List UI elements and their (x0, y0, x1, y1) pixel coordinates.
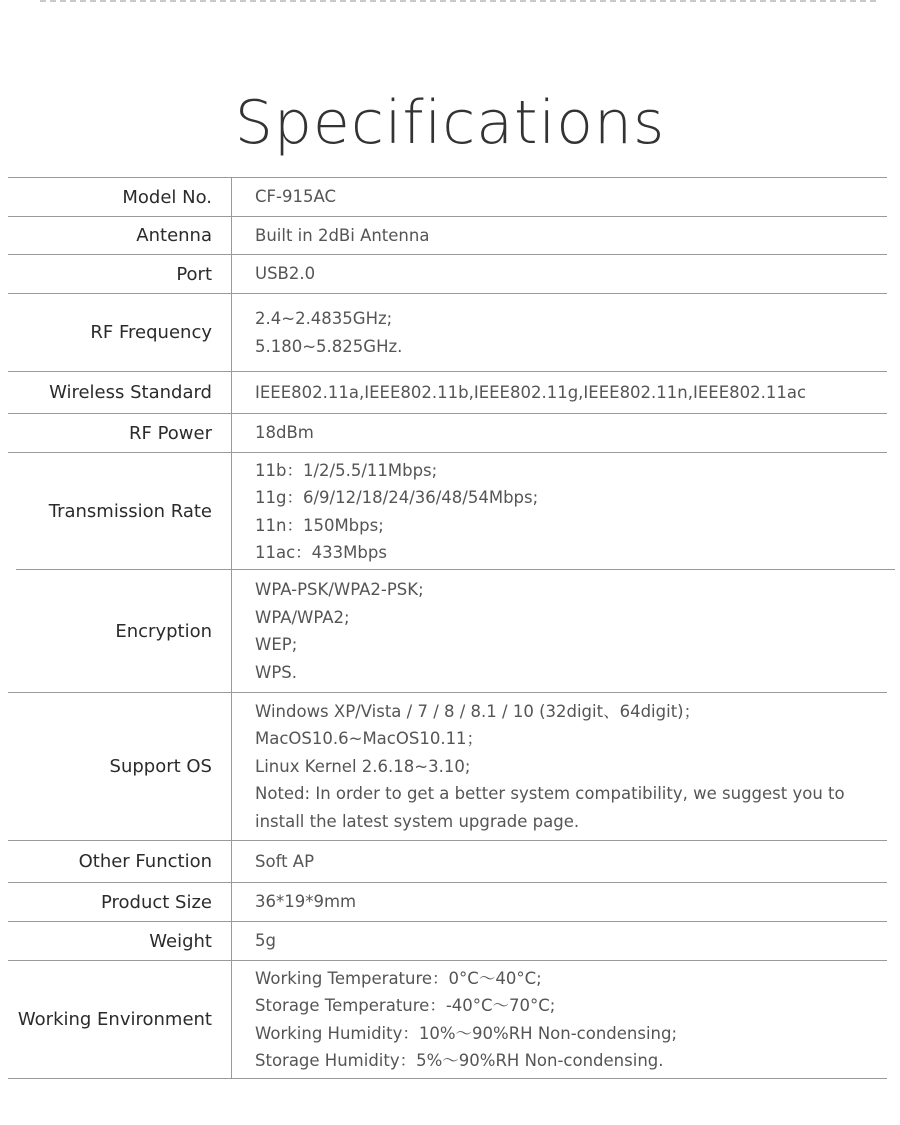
spec-value-line: Working Temperature：0°C～40°C; (255, 968, 542, 988)
spec-value-line: CF-915AC (255, 187, 336, 207)
spec-label: Transmission Rate (8, 453, 232, 570)
spec-label: Other Function (8, 841, 232, 882)
spec-value (232, 217, 887, 254)
spec-value-line: WEP; (255, 635, 298, 654)
spec-value-line: 5g (255, 931, 276, 951)
spec-value-line: 18dBm (255, 423, 314, 443)
spec-row-port (8, 255, 887, 294)
spec-value (232, 693, 887, 840)
spec-value-line: 11n：150Mbps; (255, 515, 384, 535)
spec-value (232, 372, 887, 413)
spec-table (8, 177, 887, 1079)
spec-value-line: Storage Temperature：-40°C～70°C; (255, 996, 556, 1015)
spec-value-line: Storage Humidity：5%～90%RH Non-condensing. (255, 1051, 664, 1070)
spec-value-line: 36*19*9mm (255, 892, 357, 912)
spec-value (232, 178, 887, 216)
spec-row-rf-frequency (8, 294, 887, 372)
spec-label: Antenna (8, 217, 232, 254)
spec-label: Weight (8, 922, 232, 960)
spec-value (232, 453, 887, 570)
spec-value-line: WPA/WPA2; (255, 607, 350, 627)
spec-label: RF Frequency (8, 294, 232, 371)
spec-value-line: WPS. (255, 662, 297, 682)
spec-row-wireless-standard (8, 372, 887, 414)
spec-row-antenna (8, 217, 887, 255)
spec-row-weight (8, 922, 887, 961)
spec-row-other-function (8, 841, 887, 883)
spec-row-working-environment (8, 961, 887, 1079)
spec-value-line: USB2.0 (255, 264, 316, 284)
spec-value (232, 294, 887, 371)
spec-label: Support OS (8, 693, 232, 840)
top-dashed-divider (40, 0, 876, 2)
spec-row-transmission-rate (8, 453, 887, 570)
spec-value-line: 11ac：433Mbps (255, 543, 387, 562)
spec-value (232, 961, 887, 1078)
spec-label: Port (8, 255, 232, 293)
spec-row-product-size (8, 883, 887, 922)
spec-label: Encryption (8, 570, 232, 692)
spec-value-line: 11b：1/2/5.5/11Mbps; (255, 460, 438, 480)
spec-row-encryption (8, 570, 887, 693)
spec-value (232, 922, 887, 960)
spec-value (232, 255, 887, 293)
spec-value-line: Working Humidity：10%～90%RH Non-condensing; (255, 1023, 678, 1043)
spec-value-line: 11g：6/9/12/18/24/36/48/54Mbps; (255, 488, 539, 507)
spec-value-line: 5.180~5.825GHz. (255, 336, 403, 356)
spec-value (232, 570, 887, 692)
spec-row-model-no (8, 178, 887, 217)
spec-label: Model No. (8, 178, 232, 216)
spec-label: Product Size (8, 883, 232, 921)
spec-label: Working Environment (8, 961, 232, 1078)
spec-label: Wireless Standard (8, 372, 232, 413)
spec-value-line: WPA-PSK/WPA2-PSK; (255, 580, 424, 599)
spec-label: RF Power (8, 414, 232, 452)
spec-value-line: MacOS10.6~MacOS10.11； (255, 729, 484, 749)
spec-value (232, 883, 887, 921)
spec-value-line: IEEE802.11a,IEEE802.11b,IEEE802.11g,IEEE802.11n,IEEE802.11ac (255, 382, 807, 402)
spec-value-line: Soft AP (255, 851, 315, 871)
spec-value (232, 841, 887, 882)
spec-value-note: Noted: In order to get a better system compatibility, we suggest you to install the latest system upgrade page. (255, 784, 845, 831)
spec-value-line: 2.4~2.4835GHz; (255, 309, 393, 328)
spec-row-rf-power (8, 414, 887, 453)
spec-row-support-os (8, 693, 887, 841)
page-title: Specifications (234, 88, 666, 159)
spec-value-line: Windows XP/Vista / 7 / 8 / 8.1 / 10 (32digit、64digit)； (255, 701, 701, 721)
spec-value-line: Built in 2dBi Antenna (255, 225, 430, 245)
spec-value-line: Linux Kernel 2.6.18~3.10; (255, 756, 471, 776)
spec-value (232, 414, 887, 452)
